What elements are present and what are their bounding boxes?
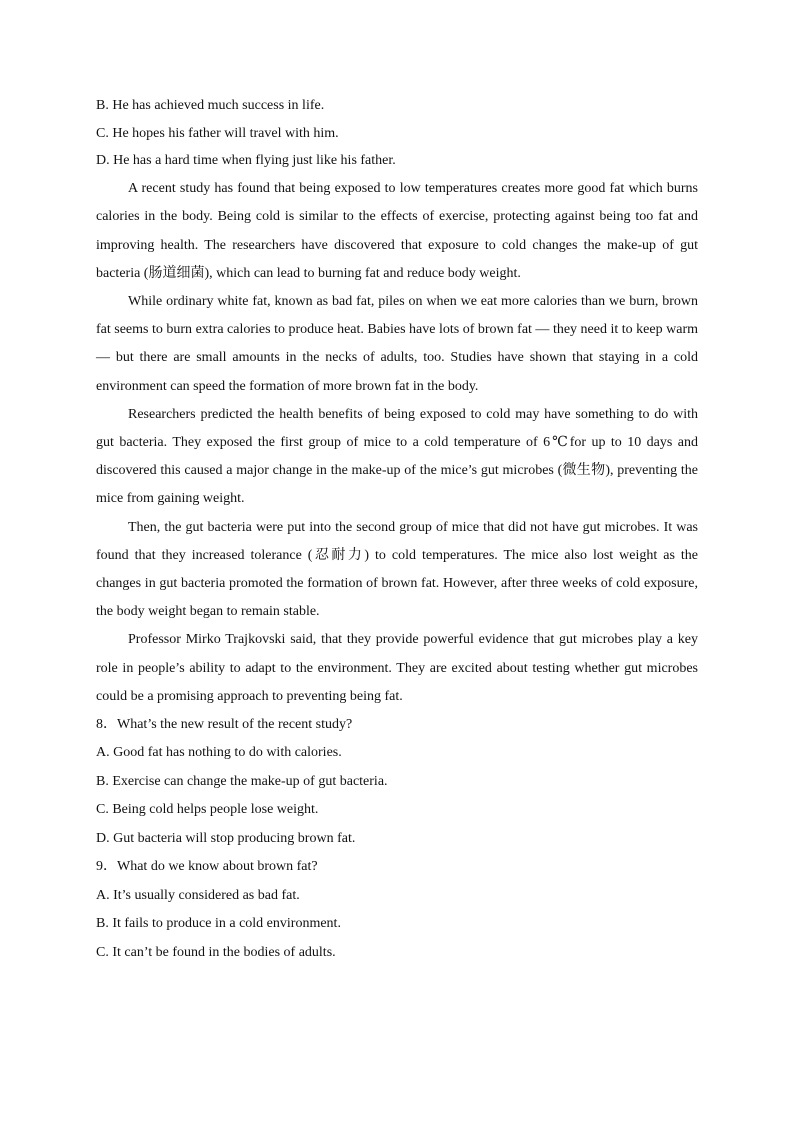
question-8-stem: 8．What’s the new result of the recent study? xyxy=(96,716,353,732)
passage-paragraph-2: While ordinary white fat, known as bad fat, piles on when we eat more calories than we burn, brown fat seems to burn extra calories to produce heat. Babies have lots of brown fat — they need it to keep warm — but there are small amounts in the necks of adults, too. Studies have shown that staying in a cold environment can speed the formation of more brown fat in the body. xyxy=(96,293,698,394)
prev-option-c: C. He hopes his father will travel with him. xyxy=(96,125,339,141)
question-9-option-c: C. It can’t be found in the bodies of adults. xyxy=(96,944,336,960)
passage-paragraph-3: Researchers predicted the health benefits of being exposed to cold may have something to do with gut bacteria. They exposed the first group of mice to a cold temperature of 6℃for up to 10 days and discovered this caused a major change in the make-up of the mice’s gut microbes (微生物), preventing the mice from gaining weight. xyxy=(96,406,698,507)
question-8-option-d: D. Gut bacteria will stop producing brown fat. xyxy=(96,830,356,846)
prev-option-b: B. He has achieved much success in life. xyxy=(96,98,325,113)
question-9-option-a: A. It’s usually considered as bad fat. xyxy=(96,887,300,903)
prev-option-d: D. He has a hard time when flying just like his father. xyxy=(96,153,396,169)
question-8-option-c: C. Being cold helps people lose weight. xyxy=(96,802,319,818)
passage-paragraph-1: A recent study has found that being exposed to low temperatures creates more good fat which burns calories in the body. Being cold is similar to the effects of exercise, protecting against being too fat and improving health. The researchers have discovered that exposure to cold changes the make-up of gut bacteria (肠道细菌), which can lead to burning fat and reduce body weight. xyxy=(96,181,698,281)
passage-paragraph-4: Then, the gut bacteria were put into the second group of mice that did not have gut microbes. It was found that they increased tolerance (忍耐力) to cold temperatures. The mice also lost weight as the changes in gut bacteria promoted the formation of brown fat. However, after three weeks of cold exposure, the body weight began to remain stable. xyxy=(96,519,698,620)
passage-paragraph-5: Professor Mirko Trajkovski said, that they provide powerful evidence that gut microbes play a key role in people’s ability to adapt to the environment. They are excited about testing whether gut microbes could be a promising approach to preventing being fat. xyxy=(96,632,698,704)
question-8-option-b: B. Exercise can change the make-up of gut bacteria. xyxy=(96,773,388,789)
question-8-option-a: A. Good fat has nothing to do with calories. xyxy=(96,745,342,761)
question-9-stem: 9．What do we know about brown fat? xyxy=(96,859,318,875)
question-9-option-b: B. It fails to produce in a cold environment. xyxy=(96,916,341,932)
document-page xyxy=(96,92,698,967)
